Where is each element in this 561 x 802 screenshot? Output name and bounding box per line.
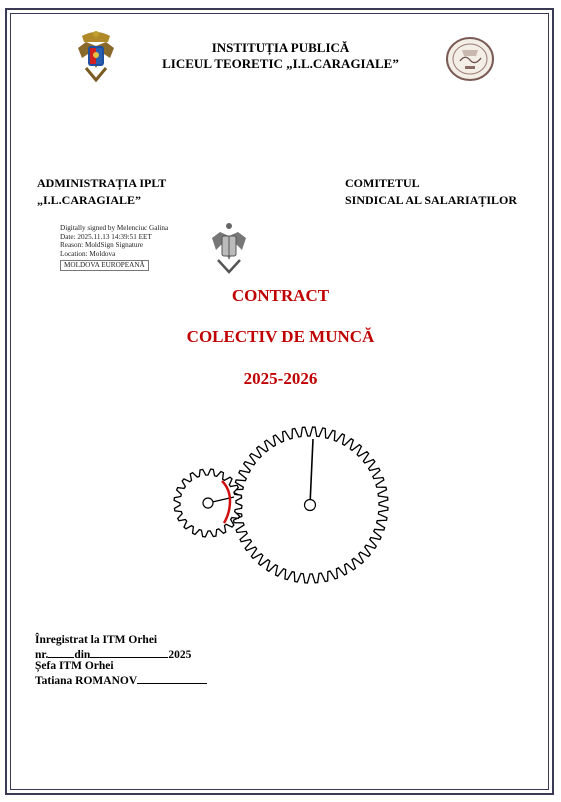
registration-nr-label: nr. xyxy=(35,649,49,661)
registration-date-blank xyxy=(90,647,168,658)
signature-reason: Reason: MoldSign Signature xyxy=(60,241,144,250)
digital-signature-block xyxy=(60,224,168,271)
registration-nr-blank xyxy=(48,647,74,658)
gears-icon xyxy=(160,425,400,585)
registration-line4 xyxy=(35,673,207,688)
registration-signature-blank xyxy=(137,673,207,684)
institution-title-line1: INSTITUȚIA PUBLICĂ xyxy=(211,40,350,55)
moldova-coat-of-arms-small-icon xyxy=(208,220,250,274)
party-left-line2: „I.L.CARAGIALE” xyxy=(37,193,142,207)
registration-line3: Șefa ITM Orhei xyxy=(35,660,114,672)
registration-line1: Înregistrat la ITM Orhei xyxy=(35,634,158,646)
large-gear-hub xyxy=(305,500,316,511)
institution-title-line2: LICEUL TEORETIC „I.L.CARAGIALE” xyxy=(162,56,399,71)
party-right-line1: COMITETUL xyxy=(345,176,420,190)
contract-title-line3: 2025-2026 xyxy=(243,369,318,388)
registration-year: 2025 xyxy=(168,649,192,661)
signature-location: Location: Moldova xyxy=(60,249,116,258)
contract-title-line1: CONTRACT xyxy=(231,286,330,305)
signature-badge: MOLDOVA EUROPEANĂ xyxy=(60,260,149,271)
registration-signer: Tatiana ROMANOV xyxy=(35,675,138,687)
signature-date: Date: 2025.11.13 14:39:51 EET xyxy=(60,232,152,241)
party-left-line1: ADMINISTRAȚIA IPLT xyxy=(37,176,167,190)
signature-signer: Digitally signed by Melenciuc Galina xyxy=(60,224,169,232)
party-right-line2: SINDICAL AL SALARIAȚILOR xyxy=(345,193,518,207)
contract-title-line2: COLECTIV DE MUNCĂ xyxy=(186,327,375,346)
small-gear-hub xyxy=(203,498,213,508)
registration-din-label: din xyxy=(74,649,91,661)
